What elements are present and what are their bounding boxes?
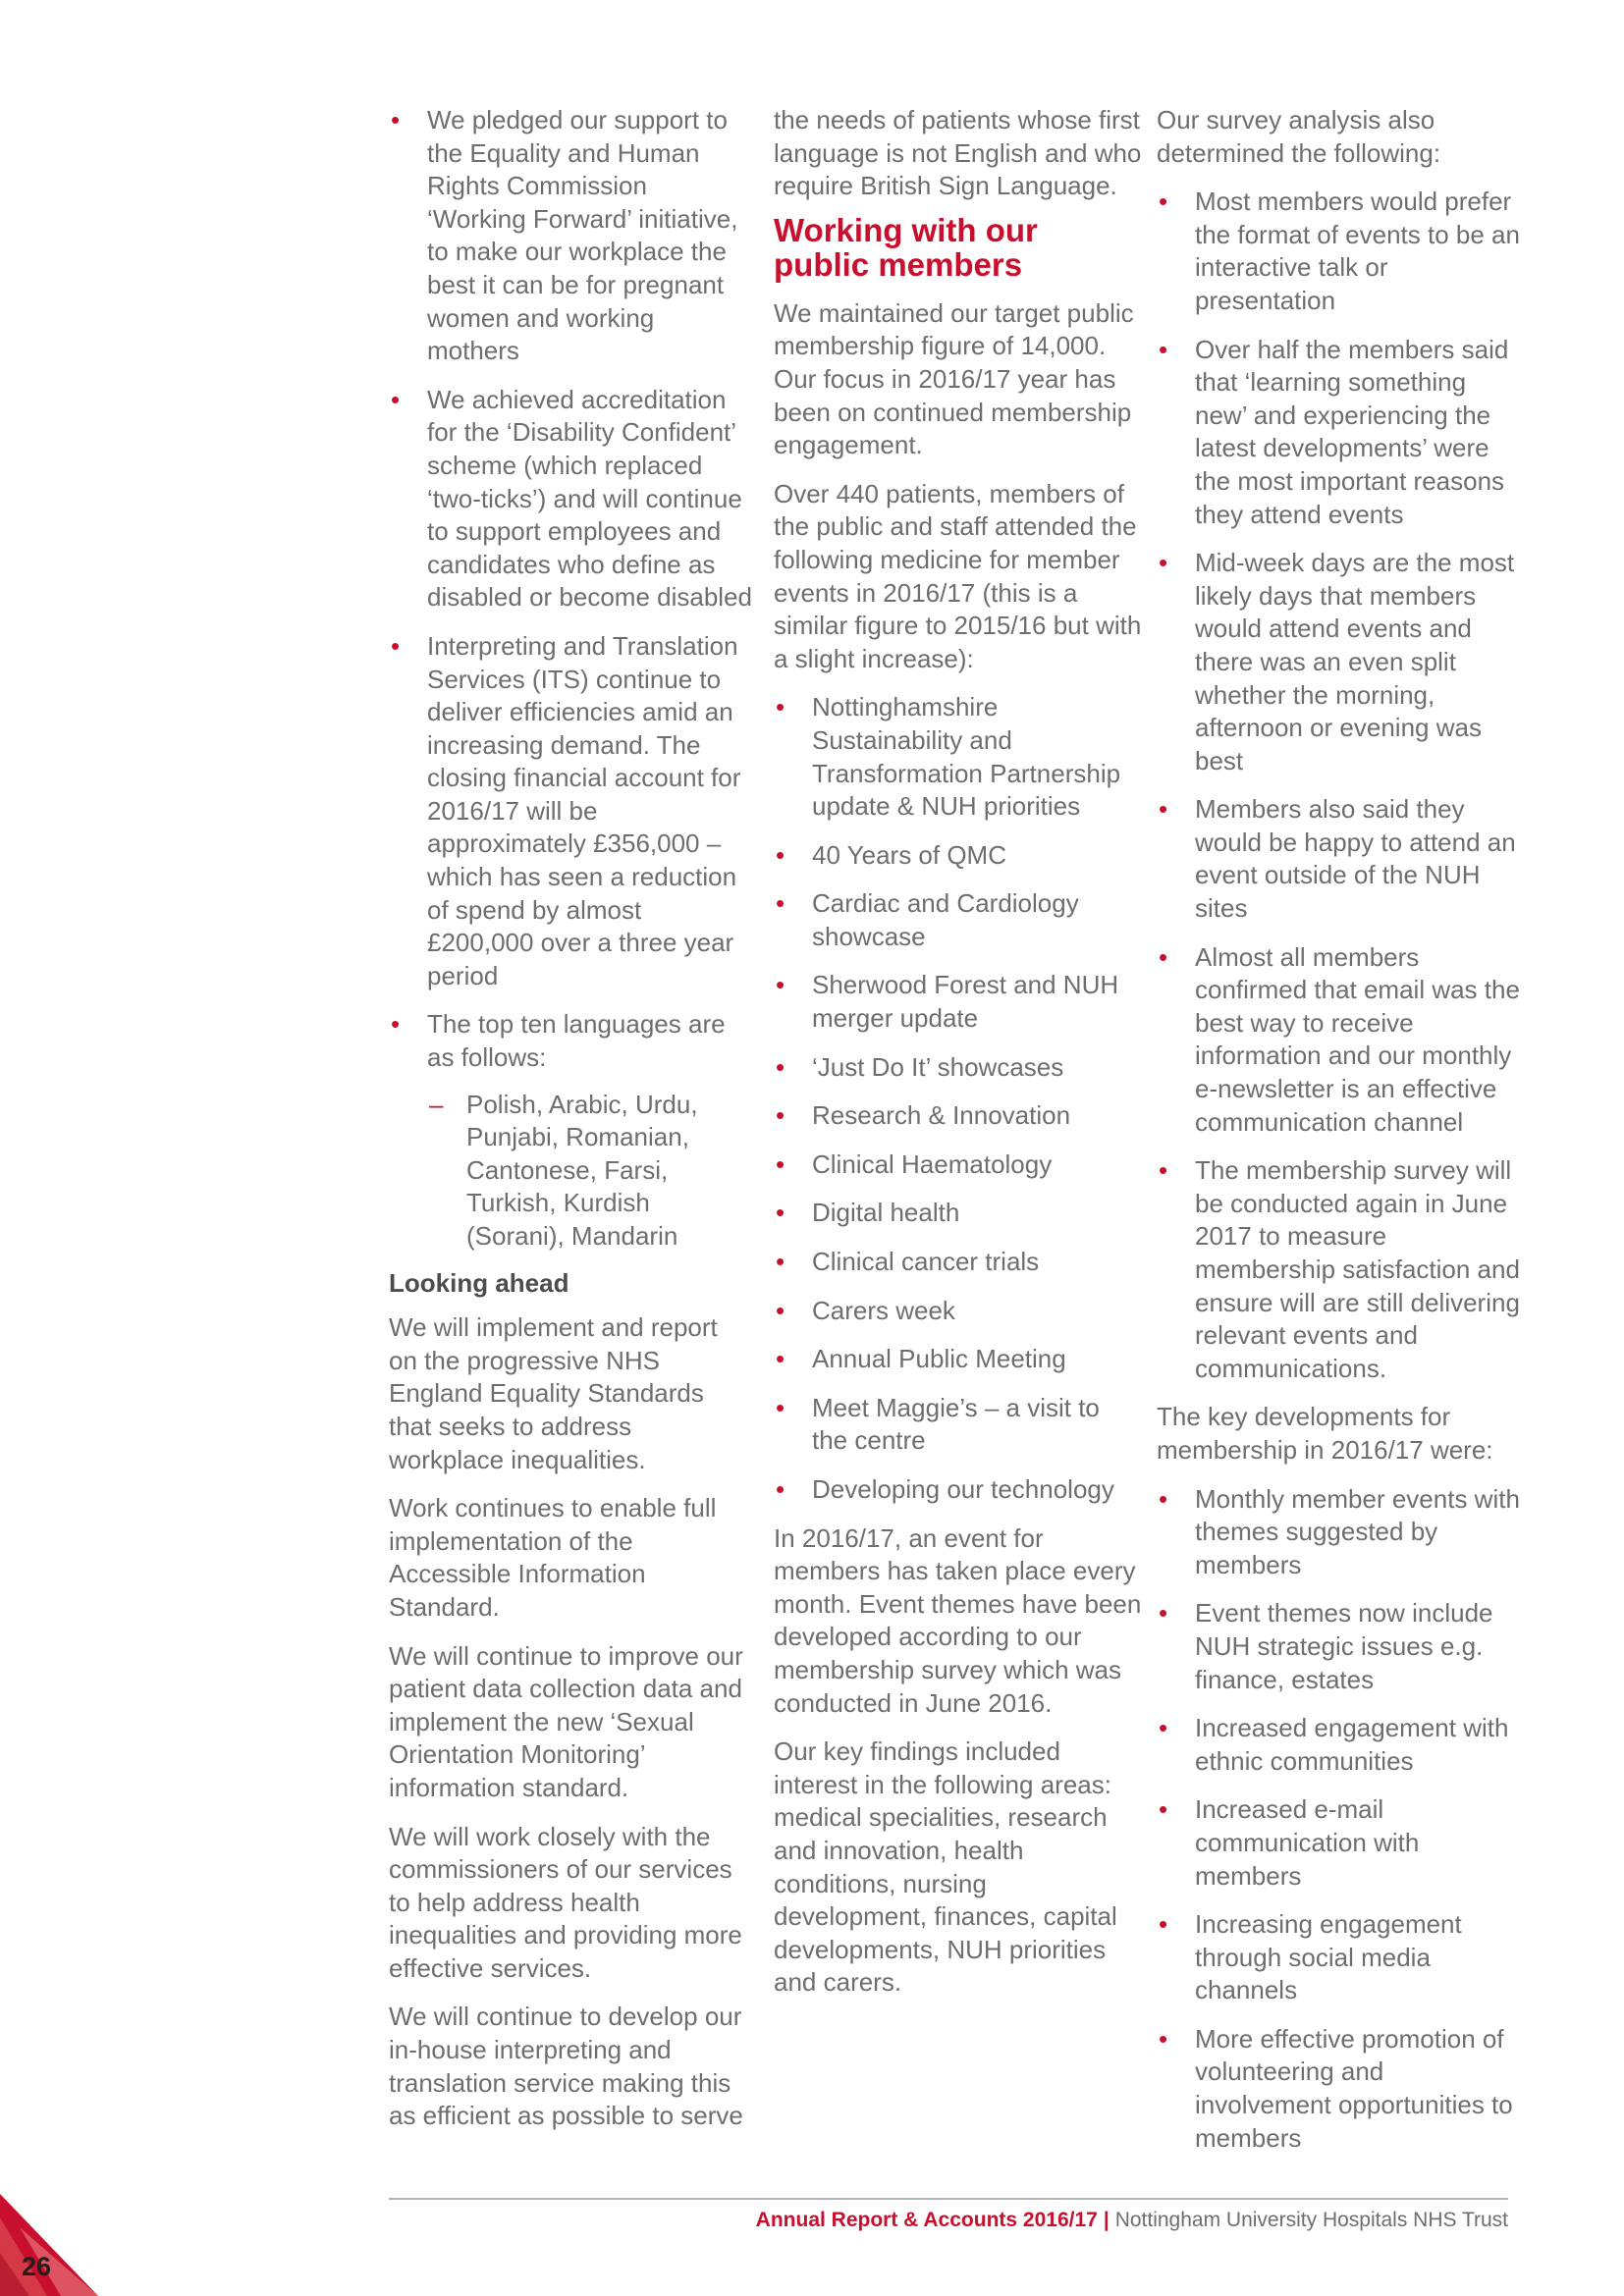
column-2 [774,104,1142,2015]
footer-organisation: Nottingham University Hospitals NHS Trust [1114,2209,1508,2231]
event-item: • Annual Public Meeting [774,1343,1142,1376]
footer-separator: | [1103,2209,1110,2231]
public-members-heading: Working with our public members [774,211,1038,283]
list-item: • Most members would prefer the format of events to be an interactive talk or presentation [1157,186,1522,317]
event-item: • Nottinghamshire Sustainability and Transformation Partnership update & NUH priorities [774,691,1142,823]
page-number: 26 [22,2252,52,2281]
list-item: • Almost all members confirmed that email was the best way to receive information and our monthly e-newsletter is an effective communication channel [1157,941,1522,1140]
event-item: • Developing our technology [774,1473,1142,1507]
list-item: • Mid-week days are the most likely days that members would attend events and there was an even split whether the morning, afternoon or evening was best [1157,547,1522,777]
list-item: • Event themes now include NUH strategic issues e.g. finance, estates [1157,1597,1522,1696]
column-3 [1157,104,1522,2170]
event-item: • Research & Innovation [774,1099,1142,1133]
list-item: • The membership survey will be conducted again in June 2017 to measure membership satisfaction and ensure will are still delivering relevant events and communications. [1157,1154,1522,1385]
event-item: • Clinical cancer trials [774,1246,1142,1279]
footer [756,2206,1508,2235]
event-item: • ‘Just Do It’ showcases [774,1051,1142,1085]
list-item: • Increasing engagement through social media channels [1157,1908,1522,2007]
list-item: • Members also said they would be happy to attend an event outside of the NUH sites [1157,793,1522,925]
paragraph: We will implement and report on the progressive NHS England Equality Standards that seeks to address workplace inequalities. [389,1312,718,1474]
key-developments-intro: The key developments for membership in 2016/17 were: [1157,1402,1493,1465]
column-1 [389,104,752,2149]
list-item: • We pledged our support to the Equality and Human Rights Commission ‘Working Forward’ initiative, to make our workplace the best it can be for pregnant women and working mothers [389,104,752,368]
paragraph: We maintained our target public membership figure of 14,000. Our focus in 2016/17 year has been on continued membership engagement. [774,297,1134,460]
list-item: • The top ten languages are as follows: [389,1008,752,1074]
looking-ahead-heading: Looking ahead [389,1267,569,1298]
equality-bullet-list [389,104,752,1075]
languages-sublist [427,1089,752,1254]
footer-divider [389,2198,1508,2200]
list-item: • Increased engagement with ethnic communities [1157,1712,1522,1778]
list-item: • Increased e-mail communication with members [1157,1793,1522,1893]
list-item: • Over half the members said that ‘learning something new’ and experiencing the latest developments’ were the most important reasons they attend events [1157,334,1522,532]
events-list [774,691,1142,1506]
event-item: • Sherwood Forest and NUH merger update [774,969,1142,1035]
continuation-paragraph: the needs of patients whose first language is not English and who require British Sign Language. [774,105,1142,201]
list-item: • Interpreting and Translation Services (ITS) continue to deliver efficiencies amid an increasing demand. The closing financial account for 2016/17 will be approximately £356,000 – which has seen a reduction of spend by almost £200,000 over a three year period [389,630,752,993]
list-item: • We achieved accreditation for the ‘Disability Confident’ scheme (which replaced ‘two-ticks’) and will continue to support employees and candidates who define as disabled or become disabled [389,384,752,614]
list-item: • More effective promotion of volunteering and involvement opportunities to members [1157,2023,1522,2155]
key-developments-list [1157,1483,1522,2156]
event-item: • Clinical Haematology [774,1148,1142,1182]
paragraph: We will work closely with the commissioners of our services to help address health inequalities and providing more effective services. [389,1821,742,1983]
event-item: • 40 Years of QMC [774,839,1142,873]
survey-intro: Our survey analysis also determined the following: [1157,105,1441,168]
paragraph: Over 440 patients, members of the public and staff attended the following medicine for member events in 2016/17 (this is a similar figure to 2015/16 but with a slight increase): [774,478,1142,673]
paragraph: We will continue to develop our in-house interpreting and translation service making this as efficient as possible to serve [389,2002,743,2131]
event-item: • Carers week [774,1295,1142,1328]
languages-item: – Polish, Arabic, Urdu, Punjabi, Romanian, Cantonese, Farsi, Turkish, Kurdish (Sorani), Mandarin [427,1089,752,1254]
event-item: • Digital health [774,1197,1142,1230]
event-item: • Meet Maggie’s – a visit to the centre [774,1392,1142,1458]
paragraph: We will continue to improve our patient data collection data and implement the new ‘Sexual Orientation Monitoring’ information standard. [389,1640,743,1802]
paragraph: Work continues to enable full implementation of the Accessible Information Standard. [389,1493,717,1622]
paragraph: In 2016/17, an event for members has taken place every month. Event themes have been developed according to our membership survey which was conducted in June 2016. [774,1522,1142,1718]
paragraph: Our key findings included interest in the following areas: medical specialities, research and innovation, health conditions, nursing development, finances, capital developments, NUH priorities and carers. [774,1736,1117,1998]
list-item: • Monthly member events with themes suggested by members [1157,1483,1522,1582]
footer-document-title: Annual Report & Accounts 2016/17 [755,2209,1098,2231]
event-item: • Cardiac and Cardiology showcase [774,887,1142,953]
survey-findings-list [1157,186,1522,1385]
